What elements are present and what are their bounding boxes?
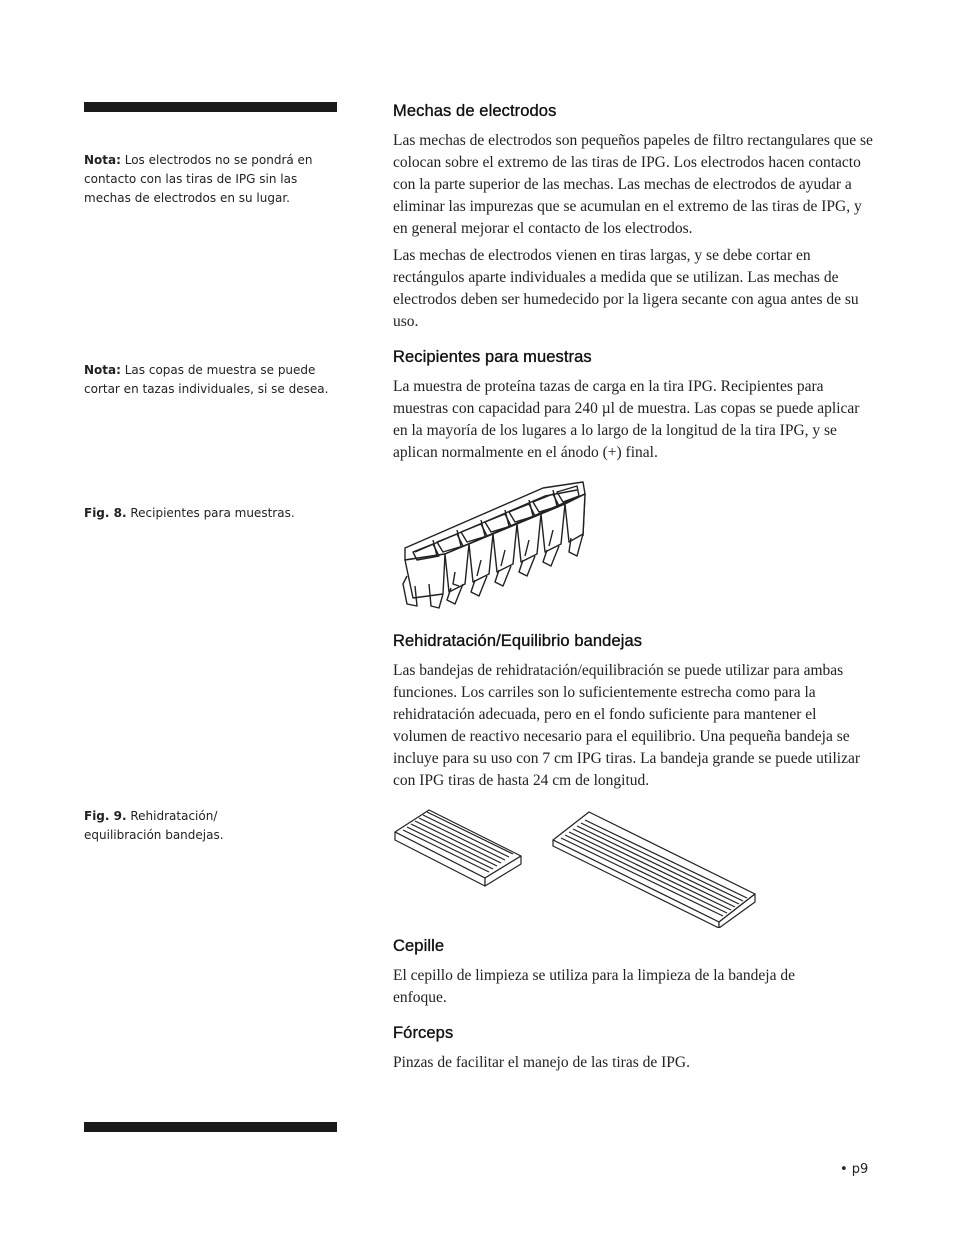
note-label: Nota: bbox=[84, 153, 121, 167]
heading-electrode-wicks: Mechas de electrodos bbox=[393, 102, 557, 120]
fig-label: Fig. 9. bbox=[84, 809, 127, 823]
note-label: Nota: bbox=[84, 363, 121, 377]
note-text: Los electrodos no se pondrá en contacto con las tiras de IPG sin las mechas de electrodos en su lugar. bbox=[84, 153, 313, 205]
note-electrodes bbox=[84, 151, 329, 208]
top-rule bbox=[84, 102, 337, 112]
fig-text: Recipientes para muestras. bbox=[126, 506, 295, 520]
paragraph-electrode-wicks-1: Las mechas de electrodos son pequeños papeles de filtro rectangulares que se colocan sobre el extremo de las tiras de IPG. Los electrodos hacen contacto con la parte superior de las mechas. Las mechas de electrodos de ayudar a eliminar las impurezas que se acumulan en el extremo de las tiras de IPG, y en general mejorar el contacto de los electrodos. bbox=[393, 132, 873, 237]
paragraph-brush: El cepillo de limpieza se utiliza para la limpieza de la bandeja de enfoque. bbox=[393, 967, 795, 1006]
heading-rehydration-trays: Rehidratación/Equilibrio bandejas bbox=[393, 632, 643, 650]
paragraph-sample-cups: La muestra de proteína tazas de carga en la tira IPG. Recipientes para muestras con capacidad para 240 µl de muestra. Las copas se puede aplicar en la mayoría de los lugares a lo largo de la longitud de la tira IPG, y se aplican normalmente en el ánodo (+) final. bbox=[393, 378, 860, 461]
bottom-rule bbox=[84, 1122, 337, 1132]
note-sample-cups bbox=[84, 361, 339, 399]
fig-label: Fig. 8. bbox=[84, 506, 127, 520]
note-text: Las copas de muestra se puede cortar en tazas individuales, si se desea. bbox=[84, 363, 329, 396]
heading-brush: Cepille bbox=[393, 937, 445, 955]
paragraph-electrode-wicks-2: Las mechas de electrodos vienen en tiras largas, y se debe cortar en rectángulos aparte individuales a medida que se utilizan. Las mechas de electrodos deben ser humedecido por la ligera secante con agua antes de su uso. bbox=[393, 247, 859, 330]
heading-forceps: Fórceps bbox=[393, 1024, 454, 1042]
fig-text: Rehidratación/ equilibración bandejas. bbox=[84, 809, 224, 842]
sample-cups-illustration bbox=[393, 476, 643, 612]
fig9-caption bbox=[84, 807, 244, 845]
fig8-caption bbox=[84, 504, 344, 523]
paragraph-forceps: Pinzas de facilitar el manejo de las tiras de IPG. bbox=[393, 1054, 690, 1071]
trays-illustration bbox=[393, 806, 763, 928]
heading-sample-cups: Recipientes para muestras bbox=[393, 348, 592, 366]
page-number: • p9 bbox=[840, 1162, 869, 1177]
paragraph-rehydration-trays: Las bandejas de rehidratación/equilibración se puede utilizar para ambas funciones. Los carriles son lo suficientemente estrecha como para la rehidratación adecuada, pero en el fondo suficiente para mantener el volumen de reactivo necesario para el equilibrio. Una pequeña bandeja se incluye para su uso con 7 cm IPG tiras. La bandeja grande se puede utilizar con IPG tiras de hasta 24 cm de longitud. bbox=[393, 662, 860, 789]
